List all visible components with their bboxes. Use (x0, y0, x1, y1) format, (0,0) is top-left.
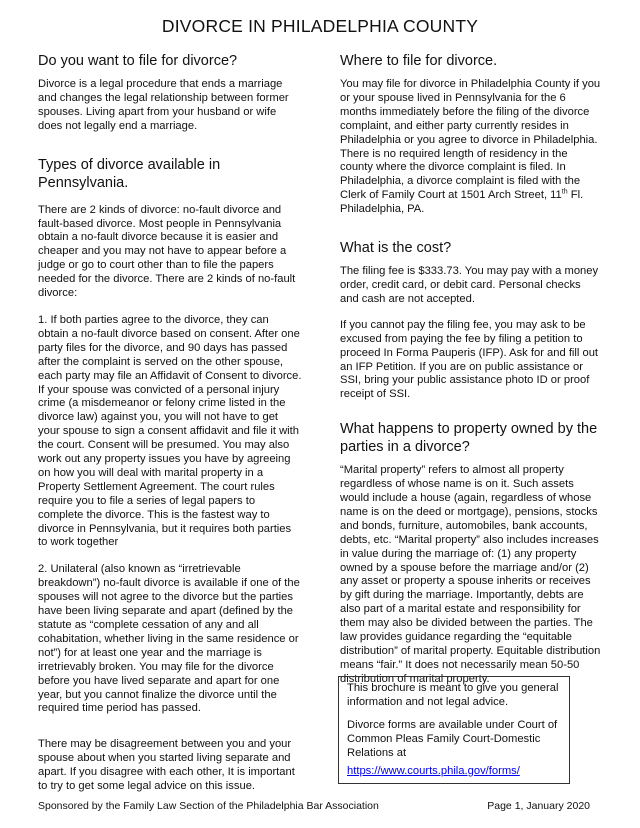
info-box (338, 676, 570, 784)
section-heading-where: Where to file for divorce. (340, 53, 498, 69)
forms-link[interactable]: https://www.courts.phila.gov/forms/ (347, 764, 520, 777)
footer-sponsor: Sponsored by the Family Law Section of the Philadelphia Bar Association (38, 800, 379, 812)
forms-text: Divorce forms are available under Court of Common Pleas Family Court-Domestic Relations at (347, 718, 558, 759)
paragraph: 2. Unilateral (also known as “irretrievable breakdown”) no-fault divorce is available if one of the spouses will not agree to the divorce but the parties have been living separate and apart (defined by the statute as “complete cessation of any and all cohabitation, whether living in the same residence or not”) for at least one year and the marriage is irretrievably broken. You may file for the divorce before you have lived separate and apart for one year, but you cannot finalize the divorce until the required time period has passed. (38, 563, 300, 715)
page-title: DIVORCE IN PHILADELPHIA COUNTY (161, 16, 479, 36)
paragraph: The filing fee is $333.73. You may pay with a money order, credit card, or debit card. Personal checks and cash are not accepted. (340, 265, 599, 305)
left-column (38, 52, 302, 794)
paragraph: You may file for divorce in Philadelphia County if you or your spouse lived in Pennsylvania for the 6 months immediately before the filing of the divorce complaint, and either party currently resides in Philadelphia or you agree to divorce in Philadelphia. There is no required length of residency in the county where the divorce complaint is filed. In Philadelphia, a divorce complaint is filed with the Clerk of Family Court at 1501 Arch Street, 11th Fl. Philadelphia, PA. (340, 78, 601, 216)
section-heading-property: What happens to property owned by the parties in a divorce? (340, 421, 598, 456)
section-heading-types: Types of divorce available in Pennsylvania. (38, 156, 221, 191)
paragraph: 1. If both parties agree to the divorce, they can obtain a no-fault divorce based on consent. After one party files for the divorce, and 90 days has passed after the complaint is served on the other spouse, each party may file an Affidavit of Consent to divorce. If your spouse was convicted of a personal injury crime (a misdemeanor or felony crime listed in the divorce law) against you, you will not have to get your spouse to sign a consent affidavit and file it with the court. Consent will be presumed. You may also work out any property issues you have by agreeing on how you will deal with marital property in a Property Settlement Agreement. The court rules require you to file a series of legal papers to complete the divorce. This is the fastest way to divorce in Pennsylvania, but it requires both parties to work together (38, 313, 302, 549)
paragraph: Divorce is a legal procedure that ends a marriage and changes the legal relationship between former spouses. Living apart from your husband or wife does not legally end a marriage. (38, 78, 289, 132)
section-heading-file: Do you want to file for divorce? (38, 53, 238, 69)
footer-page-number: Page 1, January 2020 (487, 800, 590, 812)
paragraph: “Marital property” refers to almost all property regardless of whose name is on it. Such assets would include a house (again, regardless of whose name is on the deed or mortgage), pensions, stocks and bonds, furniture, automobiles, bank accounts, debts, etc. “Marital property” also includes increases in value during the marriage of: (1) any property owned by a spouse before the marriage and/or (2) any asset or property a spouse inherits or receives by gift during the marriage. Importantly, debts are also part of a marital estate and responsibility for them may also be divided between the parties. The law provides guidance regarding the “equitable distribution” of marital property. Equitable distribution means “fair.” It does not necessarily mean 50-50 distribution of marital property. (340, 464, 601, 685)
paragraph: If you cannot pay the filing fee, you may ask to be excused from paying the fee by filing a petition to proceed In Forma Pauperis (IFP). Ask for and fill out an IFP Petition. If you are on public assistance or SSI, bring your public assistance photo ID or proof receipt of SSI. (340, 318, 599, 401)
disclaimer-text: This brochure is meant to give you general information and not legal advice. (347, 682, 559, 708)
paragraph: There are 2 kinds of divorce: no-fault divorce and fault-based divorce. Most people in Pennsylvania obtain a no-fault divorce because it is easier and cheaper and you may not have to appear before a judge or go to court other than to file the papers needed for the divorce. There are 2 kinds of no-fault divorce: (38, 203, 296, 300)
paragraph: There may be disagreement between you and your spouse about when you started living separate and apart. If you disagree with each other, It is important to try to get some legal advice on this issue. (38, 738, 295, 793)
section-heading-cost: What is the cost? (340, 240, 452, 257)
right-column (340, 52, 602, 687)
